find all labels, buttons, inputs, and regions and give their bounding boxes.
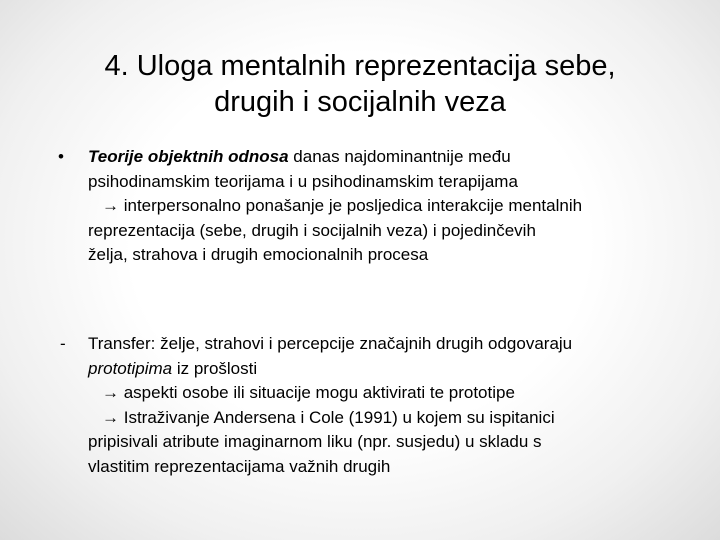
bullet-line bbox=[88, 357, 678, 382]
arrow-right-icon: → bbox=[102, 196, 119, 215]
bullet-line bbox=[88, 145, 678, 170]
bullet-text: interpersonalno ponašanje je posljedica interakcije mentalnih bbox=[119, 196, 583, 215]
bullet-object-relations bbox=[58, 145, 678, 268]
bullet-text: Istraživanje Andersena i Cole (1991) u kojem su ispitanici bbox=[119, 407, 555, 427]
title-line-2: drugih i socijalnih veza bbox=[214, 86, 506, 118]
slide-title bbox=[40, 48, 680, 120]
arrow-right-icon: → bbox=[102, 407, 119, 427]
bullet-dot: • bbox=[58, 147, 64, 166]
bullet-line: želja, strahova i drugih emocionalnih procesa bbox=[88, 245, 429, 264]
bullet-line: vlastitim reprezentacijama važnih drugih bbox=[88, 456, 391, 476]
bullet-transfer bbox=[58, 332, 678, 479]
bullet-dash: - bbox=[60, 334, 66, 353]
bullet-line: Transfer: želje, strahovi i percepcije značajnih drugih odgovaraju bbox=[88, 334, 573, 353]
arrow-right-icon: → bbox=[102, 383, 119, 402]
bullet-line: pripisivali atribute imaginarnom liku (npr. susjedu) u skladu s bbox=[88, 432, 542, 451]
bullet-text: iz prošlosti bbox=[172, 358, 258, 378]
bullet-line: psihodinamskim teorijama i u psihodinamskim terapijama bbox=[88, 171, 518, 191]
bullet-line bbox=[102, 406, 678, 431]
term-object-relations: Teorije objektnih odnosa bbox=[88, 147, 289, 166]
bullet-line bbox=[102, 381, 678, 406]
bullet-text: danas najdominantnije među bbox=[288, 147, 511, 166]
bullet-text: aspekti osobe ili situacije mogu aktivirati te prototipe bbox=[119, 383, 515, 402]
term-prototypes: prototipima bbox=[88, 358, 173, 378]
bullet-line bbox=[102, 194, 678, 219]
title-line-1: 4. Uloga mentalnih reprezentacija sebe, bbox=[104, 50, 616, 82]
bullet-body bbox=[88, 332, 678, 479]
bullet-line: reprezentacija (sebe, drugih i socijalnih veza) i pojedinčevih bbox=[88, 220, 536, 240]
bullet-body bbox=[88, 145, 678, 268]
